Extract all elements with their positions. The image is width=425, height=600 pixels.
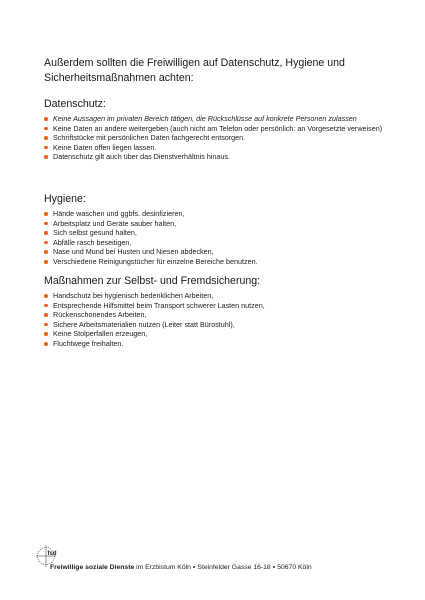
list-item: Keine Aussagen im privaten Bereich tätigen, die Rückschlüsse auf konkrete Personen zulassen [44,114,384,124]
bullet-icon [44,294,48,298]
separator-dot [273,566,276,569]
bullet-icon [44,127,48,131]
separator-dot [193,566,196,569]
list-item: Nase und Mund bei Husten und Niesen abdecken, [44,247,384,257]
section-hygiene [44,193,384,267]
list-item: Arbeitsplatz und Geräte sauber halten, [44,219,384,229]
organization-suffix: im Erzbistum Köln [136,564,191,571]
bullet-icon [44,332,48,336]
bullet-icon [44,260,48,264]
bullet-list [44,291,384,349]
list-item: Keine Daten offen liegen lassen. [44,143,384,153]
list-item: Datenschutz gilt auch über das Dienstverhältnis hinaus. [44,152,384,162]
bullet-icon [44,241,48,245]
list-item: Keine Stolperfallen erzeugen, [44,329,384,339]
list-item: Schriftstücke mit persönlichen Daten fachgerecht entsorgen. [44,133,384,143]
list-item: Rückenschonendes Arbeiten, [44,310,384,320]
bullet-icon [44,231,48,235]
section-heading: Hygiene: [44,193,86,205]
bullet-list [44,114,384,162]
street-address: Steinfelder Gasse 16-18 [197,564,271,571]
section-heading: Datenschutz: [44,98,106,110]
intro-heading: Außerdem sollten die Freiwilligen auf Datenschutz, Hygiene und Sicherheitsmaßnahmen achten: [44,57,345,84]
footer-address [50,563,312,572]
list-item: Abfälle rasch beseitigen, [44,238,384,248]
list-item: Hände waschen und ggbfs. desinfizieren, [44,209,384,219]
list-item: Sichere Arbeitsmaterialien nutzen (Leiter statt Bürostuhl), [44,320,384,330]
bullet-icon [44,222,48,226]
organization-name: Freiwillige soziale Dienste [50,564,135,571]
list-item: Keine Daten an andere weitergeben (auch nicht am Telefon oder persönlich: an Vorgesetzte verweisen) [44,124,384,134]
list-item: Entsprechende Hilfsmittel beim Transport schwerer Lasten nutzen, [44,301,384,311]
list-item: Handschutz bei hygienisch bedenklichen Arbeiten, [44,291,384,301]
bullet-icon [44,117,48,121]
list-item: Fluchtwege freihalten. [44,339,384,349]
list-item: Sich selbst gesund halten, [44,228,384,238]
bullet-icon [44,136,48,140]
section-datenschutz [44,98,384,162]
bullet-icon [44,146,48,150]
section-heading: Maßnahmen zur Selbst- und Fremdsicherung: [44,275,261,287]
bullet-icon [44,342,48,346]
footer [36,545,396,575]
bullet-icon [44,155,48,159]
bullet-icon [44,250,48,254]
bullet-icon [44,313,48,317]
list-item: Verschiedene Reinigungstücher für einzelne Bereiche benutzen. [44,257,384,267]
city-address: 50670 Köln [277,564,312,571]
bullet-icon [44,212,48,216]
bullet-list [44,209,384,267]
bullet-icon [44,323,48,327]
section-sicherung [44,275,384,349]
logo-text: fsd [47,551,57,557]
bullet-icon [44,304,48,308]
